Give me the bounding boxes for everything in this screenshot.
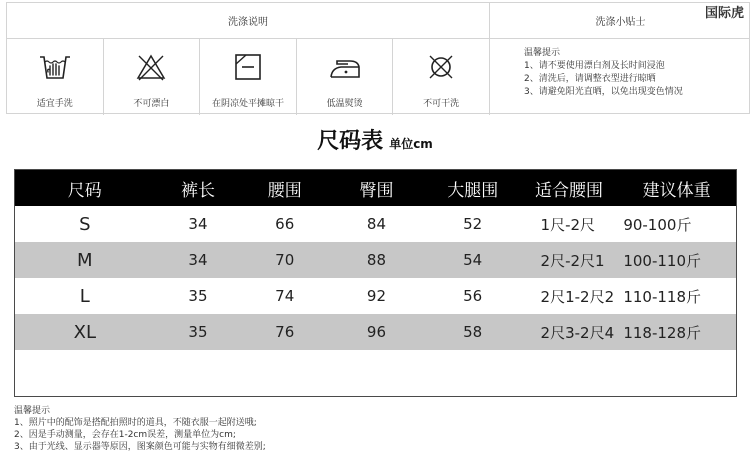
note-line: 1、照片中的配饰是搭配拍照时的道具，不随衣服一起附送哦; bbox=[14, 418, 257, 428]
note-line: 温馨提示 bbox=[14, 406, 51, 416]
table-cell: 92 bbox=[366, 287, 386, 305]
table-cell: 118-128斤 bbox=[623, 323, 701, 342]
table-cell: 56 bbox=[463, 287, 483, 305]
low-iron-icon bbox=[328, 53, 362, 81]
table-cell: 70 bbox=[275, 251, 295, 269]
size-chart-title bbox=[0, 124, 750, 155]
table-cell: 88 bbox=[366, 251, 386, 269]
care-tip-line: 温馨提示 bbox=[524, 48, 561, 58]
care-heading: 洗涤说明 bbox=[7, 3, 489, 39]
care-label: 低温熨烫 bbox=[326, 99, 363, 109]
bottom-notes bbox=[14, 405, 266, 453]
table-cell: 2尺1-2尺2 bbox=[540, 287, 615, 306]
column-header: 臀围 bbox=[359, 180, 394, 201]
table-cell: M bbox=[77, 249, 93, 271]
no-bleach-icon bbox=[134, 53, 168, 81]
care-item-hand-wash bbox=[7, 39, 104, 115]
size-chart-table bbox=[14, 169, 737, 397]
table-cell: 110-118斤 bbox=[623, 287, 701, 306]
table-cell: 1尺-2尺 bbox=[540, 215, 596, 234]
table-cell: XL bbox=[73, 321, 96, 343]
table-cell: 76 bbox=[275, 323, 295, 341]
column-header: 裤长 bbox=[180, 180, 215, 201]
table-cell: 58 bbox=[463, 323, 483, 341]
care-tips bbox=[489, 39, 750, 115]
care-tips-heading: 洗涤小贴士 bbox=[489, 3, 750, 39]
table-cell: 96 bbox=[366, 323, 386, 341]
column-header: 尺码 bbox=[67, 180, 102, 201]
table-cell: 90-100斤 bbox=[623, 215, 692, 234]
table-cell: 2尺3-2尺4 bbox=[540, 323, 615, 342]
size-chart-heading: 尺码表 bbox=[317, 129, 384, 154]
care-label: 在阴凉处平摊晾干 bbox=[211, 99, 284, 109]
hand-wash-icon bbox=[38, 53, 72, 81]
table-cell: 2尺-2尺1 bbox=[540, 251, 605, 270]
table-cell: 66 bbox=[275, 215, 295, 233]
table-cell: S bbox=[79, 213, 91, 235]
care-tip-line: 1、请不要使用漂白剂及长时间浸泡 bbox=[524, 61, 665, 71]
care-label: 适宜手洗 bbox=[36, 99, 73, 109]
table-cell: 84 bbox=[366, 215, 386, 233]
size-chart-header-row bbox=[15, 170, 736, 206]
table-row bbox=[15, 242, 736, 278]
care-instructions-table bbox=[6, 2, 750, 114]
column-header: 适合腰围 bbox=[534, 180, 603, 201]
brand-logo: 国际虎 bbox=[704, 6, 744, 21]
table-cell: 54 bbox=[463, 251, 483, 269]
care-label: 不可干洗 bbox=[423, 99, 460, 109]
care-item-low-iron bbox=[297, 39, 394, 115]
no-dry-clean-icon bbox=[424, 53, 458, 81]
column-header: 建议体重 bbox=[642, 180, 711, 201]
care-item-shade-dry-flat bbox=[200, 39, 297, 115]
care-item-no-dry-clean bbox=[393, 39, 489, 115]
table-row bbox=[15, 206, 736, 242]
table-row bbox=[15, 278, 736, 314]
care-symbols bbox=[7, 39, 489, 115]
table-cell: 35 bbox=[188, 323, 208, 341]
table-cell: L bbox=[79, 285, 90, 307]
note-line: 3、由于光线、显示器等原因，图案颜色可能与实物有细微差别; bbox=[14, 442, 266, 452]
shade-dry-flat-icon bbox=[231, 53, 265, 81]
column-header: 腰围 bbox=[267, 180, 302, 201]
care-tip-line: 3、请避免阳光直晒，以免出现变色情况 bbox=[524, 87, 683, 97]
column-header: 大腿围 bbox=[447, 180, 499, 201]
care-label: 不可漂白 bbox=[133, 99, 170, 109]
care-item-no-bleach bbox=[104, 39, 201, 115]
care-tip-line: 2、清洗后，请调整衣型进行晾晒 bbox=[524, 74, 656, 84]
note-line: 2、因是手动测量，会存在1-2cm误差，测量单位为cm; bbox=[14, 430, 236, 440]
size-chart-unit: 单位cm bbox=[389, 137, 433, 151]
table-cell: 35 bbox=[188, 287, 208, 305]
table-cell: 34 bbox=[188, 215, 208, 233]
table-row bbox=[15, 314, 736, 350]
table-cell: 74 bbox=[275, 287, 295, 305]
table-cell: 34 bbox=[188, 251, 208, 269]
table-cell: 52 bbox=[463, 215, 483, 233]
table-cell: 100-110斤 bbox=[623, 251, 701, 270]
